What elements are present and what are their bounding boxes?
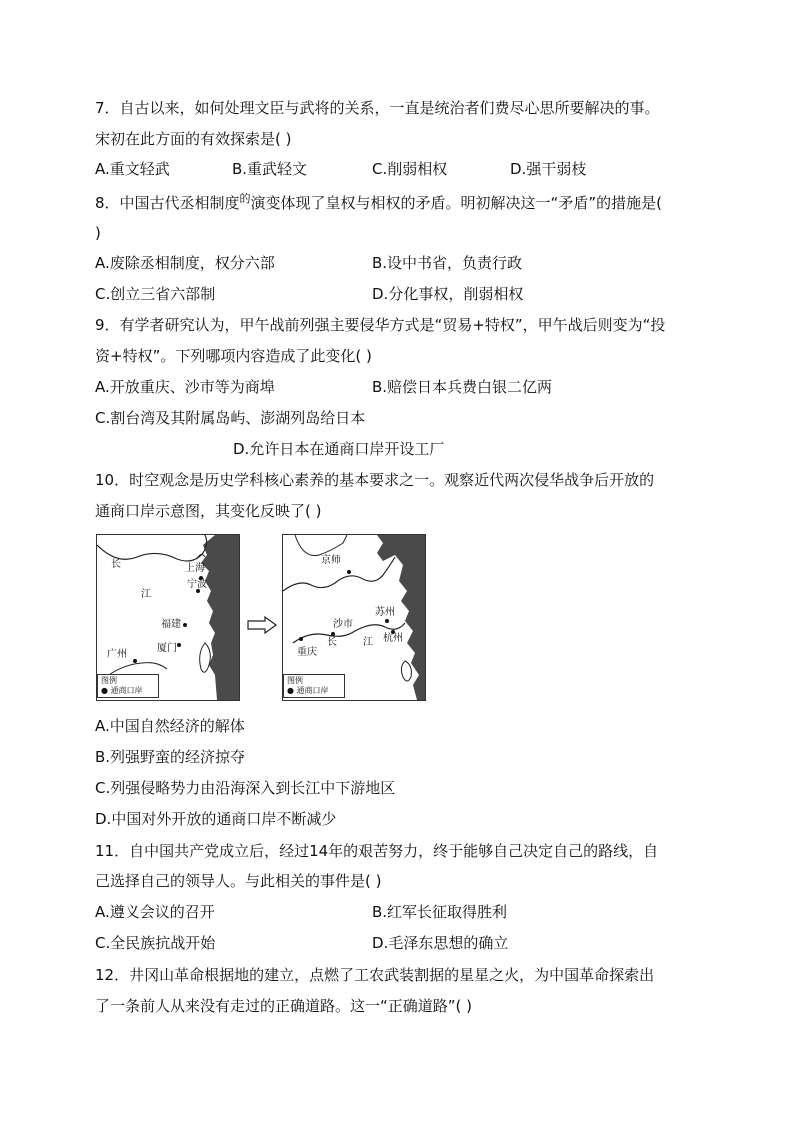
q11-stem-line1: 11．自中国共产党成立后，经过14年的艰苦努力，终于能够自己决定自己的路线，自 [95, 842, 659, 860]
q10-option-c: C.列强侵略势力由沿海深入到长江中下游地区 [95, 779, 396, 797]
q7-option-b: B.重武轻文 [232, 160, 308, 178]
q11-stem-line2: 己选择自己的领导人。与此相关的事件是( ) [95, 872, 382, 890]
map-left-label-jiang: 江 [141, 589, 151, 600]
map-right-legend-title: 图例 [287, 676, 303, 685]
q8-stem-line2: ) [95, 224, 101, 242]
q10-option-a: A.中国自然经济的解体 [95, 717, 245, 735]
map-right-label-hangzhou: 杭州 [383, 633, 403, 644]
map-right-legend [283, 674, 345, 698]
q9-stem-line2: 资+特权”。下列哪项内容造成了此变化( ) [95, 347, 372, 365]
map-left-label-fujian: 福建 [161, 619, 181, 630]
map-right-label-jiang: 江 [363, 637, 373, 648]
map-left-legend-item: ● 通商口岸 [101, 686, 143, 695]
q10-option-b: B.列强野蛮的经济掠夺 [95, 748, 246, 766]
map-left-legend-title: 图例 [101, 676, 117, 685]
q8-option-b: B.设中书省，负责行政 [372, 254, 523, 272]
q12-stem-line2: 了一条前人从来没有走过的正确道路。这一“正确道路”( ) [95, 997, 473, 1015]
q9-option-b: B.赔偿日本兵费白银二亿两 [372, 378, 553, 396]
map-treaty-ports-after [282, 534, 426, 701]
map-right-label-chongqing: 重庆 [297, 647, 317, 658]
q7-option-d: D.强干弱枝 [510, 160, 587, 178]
q8-option-d: D.分化事权，削弱相权 [372, 285, 524, 303]
arrow-right-icon [247, 616, 277, 634]
q7-option-c: C.削弱相权 [372, 160, 448, 178]
map-left-label-ningbo: 宁波 [187, 579, 207, 590]
q9-option-d: D.允许日本在通商口岸开设工厂 [233, 440, 445, 458]
q8-stem-part-b: 演变体现了皇权与相权的矛盾。明初解决这一“矛盾”的措施是( [250, 194, 662, 212]
q9-option-c: C.割台湾及其附属岛屿、澎湖列岛给日本 [95, 409, 366, 427]
map-right-label-shashi: 沙市 [333, 619, 353, 630]
q7-option-a: A.重文轻武 [95, 160, 170, 178]
map-left-label-xiamen: 厦门 [157, 643, 177, 654]
q11-option-d: D.毛泽东思想的确立 [372, 934, 509, 952]
q9-stem-line1: 9．有学者研究认为，甲午战前列强主要侵华方式是“贸易+特权”，甲午战后则变为“投 [95, 316, 666, 334]
q10-stem-line2: 通商口岸示意图，其变化反映了( ) [95, 502, 322, 520]
map-left-label-shanghai: 上海 [185, 563, 205, 574]
map-right-legend-item: ● 通商口岸 [287, 686, 329, 695]
q7-stem-line2: 宋初在此方面的有效探索是( ) [95, 130, 292, 148]
q11-option-b: B.红军长征取得胜利 [372, 903, 508, 921]
map-left-label-guangzhou: 广州 [107, 649, 127, 660]
map-left-label-chang: 长 [111, 559, 121, 570]
q10-stem-line1: 10．时空观念是历史学科核心素养的基本要求之一。观察近代两次侵华战争后开放的 [95, 471, 655, 489]
q8-stem-line1 [95, 193, 662, 215]
map-right-label-suzhou: 苏州 [375, 607, 395, 618]
map-right-label-jingshi: 京师 [321, 555, 341, 566]
q11-option-a: A.遵义会议的召开 [95, 903, 215, 921]
q7-stem-line1: 7．自古以来，如何处理文臣与武将的关系，一直是统治者们费尽心思所要解决的事。 [95, 99, 660, 117]
map-left-legend [97, 674, 159, 698]
q8-stem-part-a: 8．中国古代丞相制度 [95, 194, 240, 212]
q8-option-c: C.创立三省六部制 [95, 285, 216, 303]
q12-stem-line1: 12．井冈山革命根据地的建立，点燃了工农武装割据的星星之火，为中国革命探索出 [95, 966, 655, 984]
map-treaty-ports-before [96, 534, 240, 701]
q10-option-d: D.中国对外开放的通商口岸不断减少 [95, 810, 337, 828]
q11-option-c: C.全民族抗战开始 [95, 934, 216, 952]
q9-option-a: A.开放重庆、沙市等为商埠 [95, 378, 275, 396]
q8-superscript: 的 [239, 192, 251, 205]
q8-option-a: A.废除丞相制度，权分六部 [95, 254, 275, 272]
map-right-label-chang: 长 [327, 637, 337, 648]
